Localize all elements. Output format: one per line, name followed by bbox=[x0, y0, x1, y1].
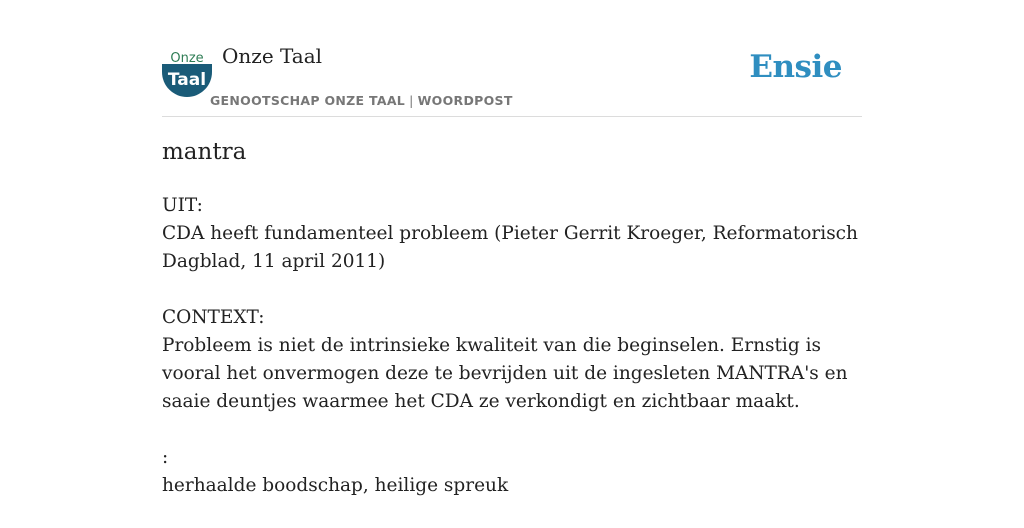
logo-text-bottom: Taal bbox=[167, 70, 207, 90]
page bbox=[162, 0, 862, 512]
onze-taal-logo[interactable] bbox=[162, 48, 212, 98]
source-section bbox=[162, 192, 862, 276]
entry-title: mantra bbox=[162, 139, 247, 165]
ensie-brand-link[interactable]: Ensie bbox=[749, 49, 842, 85]
subtitle-organisation[interactable]: GENOOTSCHAP ONZE TAAL bbox=[210, 93, 406, 108]
logo-text-top: Onze bbox=[170, 51, 204, 66]
site-name[interactable]: Onze Taal bbox=[222, 44, 323, 68]
header bbox=[162, 0, 862, 117]
site-subtitle bbox=[210, 93, 513, 108]
subtitle-separator: | bbox=[409, 93, 414, 108]
source-text: CDA heeft fundamenteel probleem (Pieter Gerrit Kroeger, Reformatorisch Dagblad, 11 april 2011) bbox=[162, 223, 858, 272]
logo-icon bbox=[162, 48, 212, 98]
source-label: UIT: bbox=[162, 195, 203, 216]
context-label: CONTEXT: bbox=[162, 307, 265, 328]
context-section bbox=[162, 304, 862, 416]
definition-label: : bbox=[162, 447, 169, 468]
definition-section bbox=[162, 444, 862, 500]
subtitle-section[interactable]: WOORDPOST bbox=[417, 93, 513, 108]
entry-body bbox=[162, 192, 862, 528]
context-text: Probleem is niet de intrinsieke kwaliteit van die beginselen. Ernstig is vooral het onvermogen deze te bevrijden uit de ingesleten MANTRA's en saaie deuntjes waarmee het CDA ze verkondigt en zichtbaar maakt. bbox=[162, 335, 848, 412]
definition-text: herhaalde boodschap, heilige spreuk bbox=[162, 475, 509, 496]
